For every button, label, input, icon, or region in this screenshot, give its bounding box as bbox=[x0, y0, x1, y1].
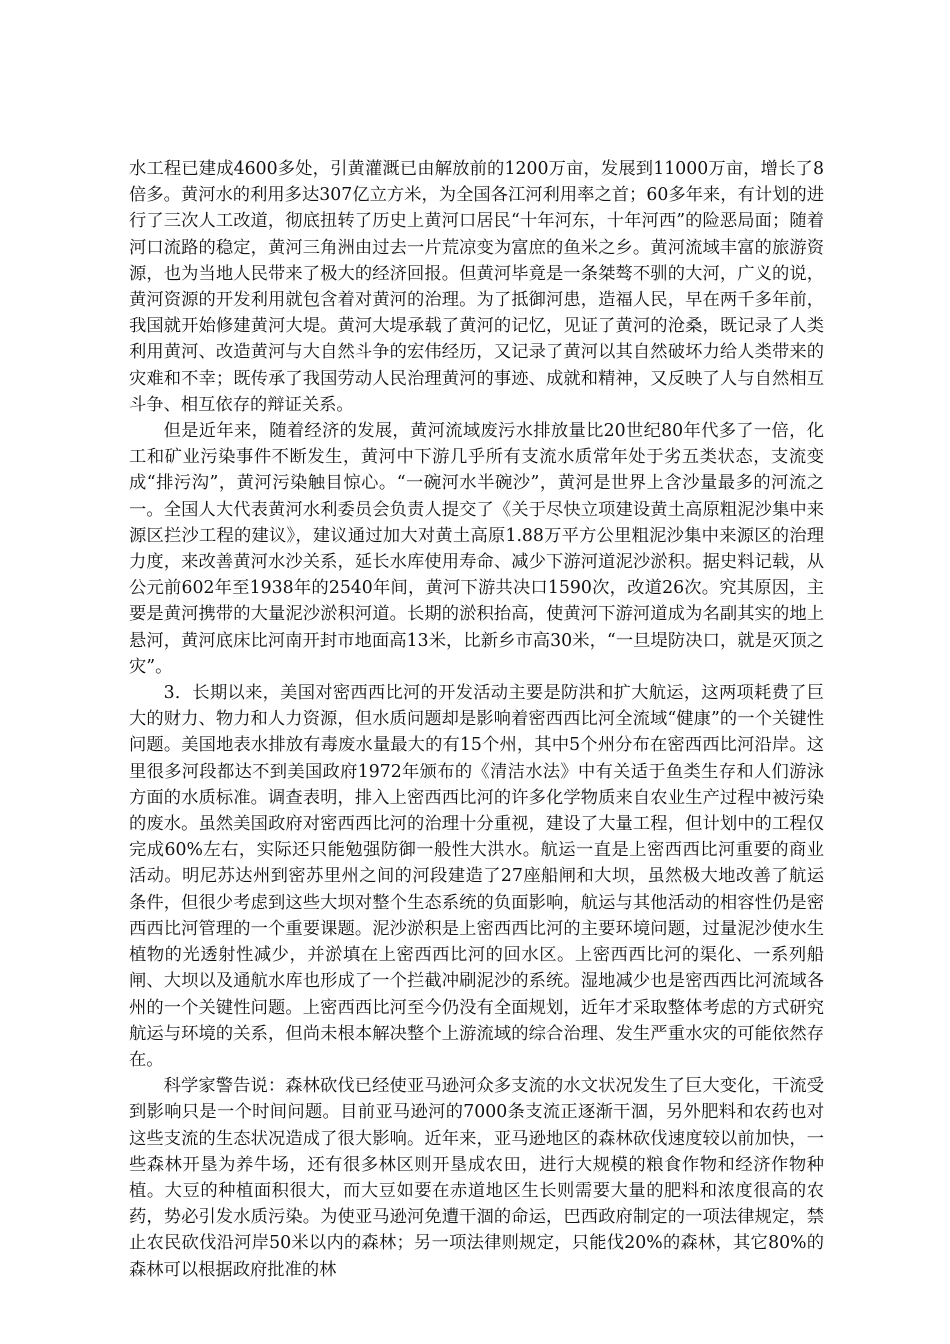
paragraph-yellow-river-utilization: 水工程已建成4600多处，引黄灌溉已由解放前的1200万亩，发展到11000万亩，增长了8倍多。黄河水的利用多达307亿立方米，为全国各江河利用率之首；60多年来，有计划的进行了三次人工改道，彻底扭转了历史上黄河口居民“十年河东，十年河西”的险恶局面；随着河口流路的稳定，黄河三角洲由过去一片荒凉变为富庶的鱼米之乡。黄河流域丰富的旅游资源，也为当地人民带来了极大的经济回报。但黄河毕竟是一条桀骜不驯的大河，广义的说，黄河资源的开发利用就包含着对黄河的治理。为了抵御河患，造福人民，早在两千多年前，我国就开始修建黄河大堤。黄河大堤承载了黄河的记忆，见证了黄河的沧桑，既记录了人类利用黄河、改造黄河与大自然斗争的宏伟经历，又记录了黄河以其自然破坏力给人类带来的灾难和不幸；既传承了我国劳动人民治理黄河的事迹、成就和精神，又反映了人与自然相互斗争、相互依存的辩证关系。 bbox=[129, 159, 824, 415]
paragraph-amazon-river: 科学家警告说：森林砍伐已经使亚马逊河众多支流的水文状况发生了巨大变化，干流受到影响只是一个时间问题。目前亚马逊河的7000条支流正逐渐干涸，另外肥料和农药也对这些支流的生态状况造成了很大影响。近年来，亚马逊地区的森林砍伐速度较以前加快，一些森林开垦为养牛场，还有很多林区则开垦成农田，进行大规模的粮食作物和经济作物种植。大豆的种植面积很大，而大豆如要在赤道地区生长则需要大量的肥料和浓度很高的农药，势必引发水质污染。为使亚马逊河免遭干涸的命运，巴西政府制定的一项法律规定，禁止农民砍伐沿河岸50米以内的森林；另一项法律则规定，只能伐20%的森林，其它80%的森林可以根据政府批准的林 bbox=[129, 1076, 824, 1280]
paragraph-yellow-river-pollution: 但是近年来，随着经济的发展，黄河流域废污水排放量比20世纪80年代多了一倍，化工和矿业污染事件不断发生，黄河中下游几乎所有支流水质常年处于劣五类状态，支流变成“排污沟”，黄河污染触目惊心。“一碗河水半碗沙”，黄河是世界上含沙量最多的河流之一。全国人大代表黄河水利委员会负责人提交了《关于尽快立项建设黄土高原粗泥沙集中来源区拦沙工程的建议》，建议通过加大对黄土高原1.88万平方公里粗泥沙集中来源区的治理力度，来改善黄河水沙关系，延长水库使用寿命、减少下游河道泥沙淤积。据史料记载，从公元前602年至1938年的2540年间，黄河下游共决口1590次，改道26次。究其原因，主要是黄河携带的大量泥沙淤积河道。长期的淤积抬高，使黄河下游河道成为名副其实的地上悬河，黄河底床比河南开封市地面高13米，比新乡市高30米，“一旦堤防决口，就是灭顶之灾”。 bbox=[129, 421, 824, 677]
document-page bbox=[129, 156, 824, 1283]
paragraph-mississippi-river: 3．长期以来，美国对密西西比河的开发活动主要是防洪和扩大航运，这两项耗费了巨大的财力、物力和人力资源，但水质问题却是影响着密西西比河全流域“健康”的一个关键性问题。美国地表水排放有毒废水量最大的有15个州，其中5个州分布在密西西比河沿岸。这里很多河段都达不到美国政府1972年颁布的《清洁水法》中有关适于鱼类生存和人们游泳方面的水质标准。调查表明，排入上密西西比河的许多化学物质来自农业生产过程中被污染的废水。虽然美国政府对密西西比河的治理十分重视，建设了大量工程，但计划中的工程仅完成60%左右，实际还只能勉强防御一般性大洪水。航运一直是上密西西比河重要的商业活动。明尼苏达州到密苏里州之间的河段建造了27座船闸和大坝，虽然极大地改善了航运条件，但很少考虑到这些大坝对整个生态系统的负面影响，航运与其他活动的相容性仍是密西西比河管理的一个重要课题。泥沙淤积是上密西西比河的主要环境问题，过量泥沙使水生植物的光透射性减少，并淤填在上密西西比河的回水区。上密西西比河的渠化、一系列船闸、大坝以及通航水库也形成了一个拦截冲刷泥沙的系统。湿地减少也是密西西比河流域各州的一个关键性问题。上密西西比河至今仍没有全面规划，近年才采取整体考虑的方式研究航运与环境的关系，但尚未根本解决整个上游流域的综合治理、发生严重水灾的可能依然存在。 bbox=[129, 683, 824, 1070]
